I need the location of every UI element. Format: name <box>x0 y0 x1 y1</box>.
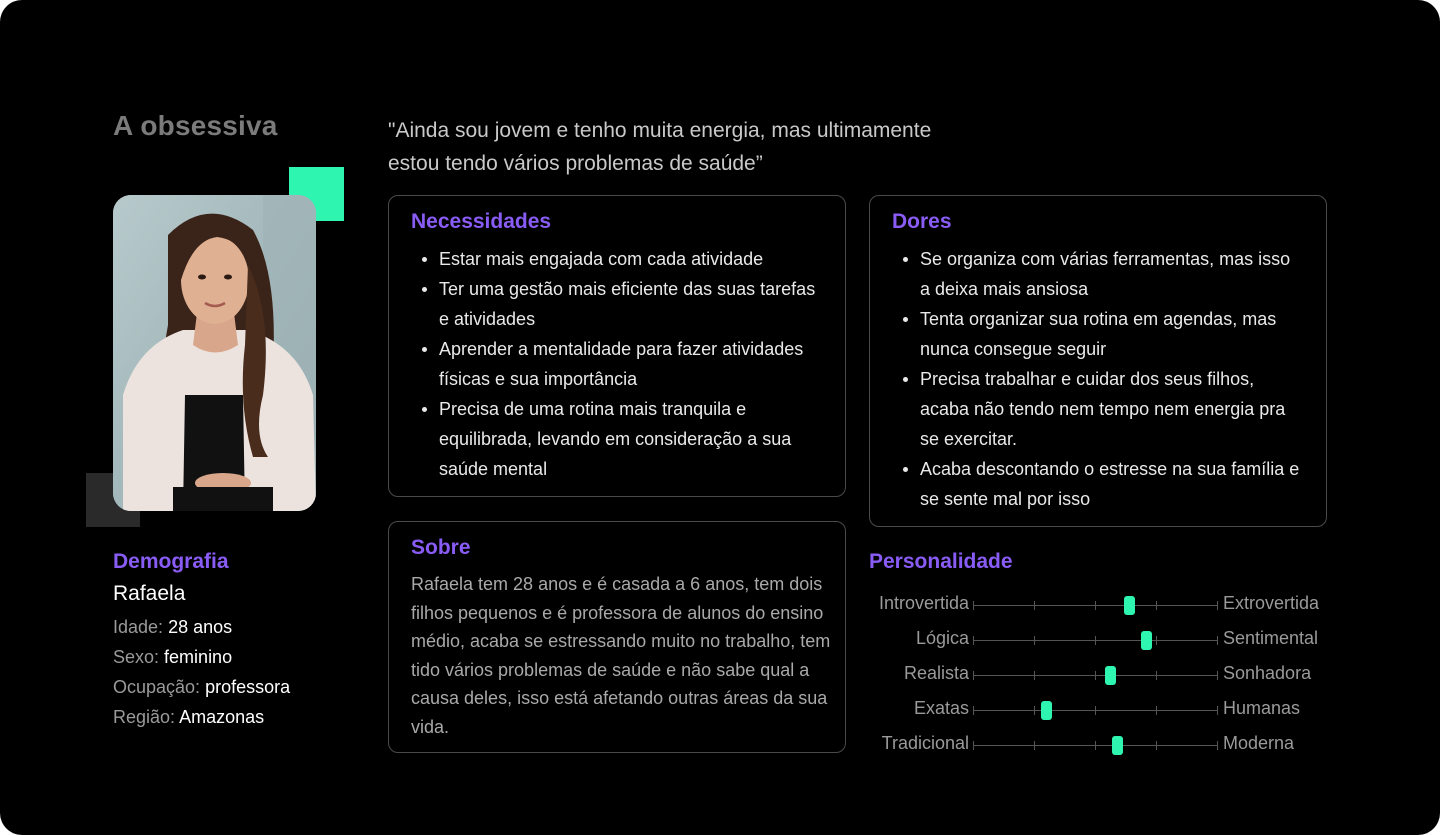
trait-slider-knob <box>1041 701 1052 720</box>
personality-trait-row <box>869 659 1329 689</box>
trait-right-label: Moderna <box>1223 733 1295 753</box>
trait-slider-track <box>973 605 1217 606</box>
trait-tick <box>973 636 974 645</box>
persona-title: A obsessiva <box>113 110 278 141</box>
pains-list <box>892 244 1300 514</box>
trait-slider-track <box>973 675 1217 676</box>
row-value: Amazonas <box>179 707 265 727</box>
trait-right-label: Sentimental <box>1223 628 1319 648</box>
demographics-section <box>113 550 290 732</box>
personality-trait-row <box>869 624 1329 654</box>
trait-left-label: Introvertida <box>878 593 969 613</box>
list-item: Precisa trabalhar e cuidar dos seus filhos, acaba não tendo nem tempo nem energia pra se exercitar. <box>920 364 1300 454</box>
trait-tick <box>1217 671 1218 680</box>
trait-tick <box>973 706 974 715</box>
trait-left-label: Exatas <box>913 698 969 718</box>
about-card <box>388 521 846 753</box>
row-label: Sexo: <box>113 647 160 667</box>
trait-tick <box>1034 741 1035 750</box>
trait-tick <box>1034 601 1035 610</box>
list-item: Acaba descontando o estresse na sua família e se sente mal por isso <box>920 454 1300 514</box>
trait-tick <box>1156 671 1157 680</box>
trait-right-label: Sonhadora <box>1223 663 1312 683</box>
about-heading: Sobre <box>411 536 471 559</box>
trait-tick <box>1156 601 1157 610</box>
trait-tick <box>1095 706 1096 715</box>
list-item: Aprender a mentalidade para fazer atividades físicas e sua importância <box>439 334 829 394</box>
demographics-row-occupation <box>113 672 290 702</box>
trait-right-label: Humanas <box>1223 698 1301 718</box>
trait-slider-knob <box>1124 596 1135 615</box>
trait-tick <box>1217 706 1218 715</box>
list-item: Se organiza com várias ferramentas, mas isso a deixa mais ansiosa <box>920 244 1300 304</box>
trait-tick <box>973 601 974 610</box>
trait-tick <box>1156 636 1157 645</box>
trait-tick <box>1217 636 1218 645</box>
trait-tick <box>1034 671 1035 680</box>
about-text: Rafaela tem 28 anos e é casada a 6 anos, tem dois filhos pequenos e é professora de alunos do ensino médio, acaba se estressando muito no trabalho, tem tido vários problemas de saúde e não sabe qual a causa deles, isso está afetando outras áreas da sua vida. <box>411 574 831 737</box>
trait-tick <box>1095 601 1096 610</box>
trait-tick <box>1034 636 1035 645</box>
trait-tick <box>1156 706 1157 715</box>
trait-right-label: Extrovertida <box>1223 593 1320 613</box>
row-label: Idade: <box>113 617 164 637</box>
persona-quote: "Ainda sou jovem e tenho muita energia, mas ultimamente estou tendo vários problemas de saúde” <box>388 119 932 175</box>
row-value: 28 anos <box>168 617 233 637</box>
trait-tick <box>973 671 974 680</box>
trait-tick <box>973 741 974 750</box>
trait-tick <box>1034 706 1035 715</box>
list-item: Precisa de uma rotina mais tranquila e equilibrada, levando em consideração a sua saúde mental <box>439 394 829 484</box>
list-item: Estar mais engajada com cada atividade <box>439 244 829 274</box>
trait-slider-knob <box>1112 736 1123 755</box>
trait-slider-knob <box>1141 631 1152 650</box>
persona-photo <box>113 195 316 511</box>
trait-left-label: Tradicional <box>881 733 969 753</box>
row-value: professora <box>205 677 291 697</box>
needs-card <box>388 195 846 497</box>
persona-name: Rafaela <box>113 582 186 605</box>
personality-trait-row <box>869 589 1329 619</box>
trait-tick <box>1095 741 1096 750</box>
trait-left-label: Lógica <box>915 628 969 648</box>
pains-card <box>869 195 1327 527</box>
demographics-row-region <box>113 702 290 732</box>
personality-trait-row <box>869 729 1329 759</box>
trait-tick <box>1095 671 1096 680</box>
row-label: Ocupação: <box>113 677 201 697</box>
demographics-heading: Demografia <box>113 550 229 573</box>
demographics-row-age <box>113 612 290 642</box>
list-item: Tenta organizar sua rotina em agendas, mas nunca consegue seguir <box>920 304 1300 364</box>
trait-tick <box>1095 636 1096 645</box>
trait-left-label: Realista <box>903 663 969 683</box>
list-item: Ter uma gestão mais eficiente das suas tarefas e atividades <box>439 274 829 334</box>
personality-trait-row <box>869 694 1329 724</box>
trait-slider-track <box>973 640 1217 641</box>
personality-heading: Personalidade <box>869 550 1013 573</box>
trait-slider-knob <box>1105 666 1116 685</box>
trait-tick <box>1156 741 1157 750</box>
row-label: Região: <box>113 707 176 727</box>
needs-heading: Necessidades <box>411 210 552 233</box>
trait-slider-track <box>973 745 1217 746</box>
trait-tick <box>1217 741 1218 750</box>
trait-tick <box>1217 601 1218 610</box>
trait-slider-track <box>973 710 1217 711</box>
needs-list <box>411 244 829 484</box>
pains-heading: Dores <box>892 210 952 233</box>
demographics-row-sex <box>113 642 290 672</box>
row-value: feminino <box>164 647 233 667</box>
